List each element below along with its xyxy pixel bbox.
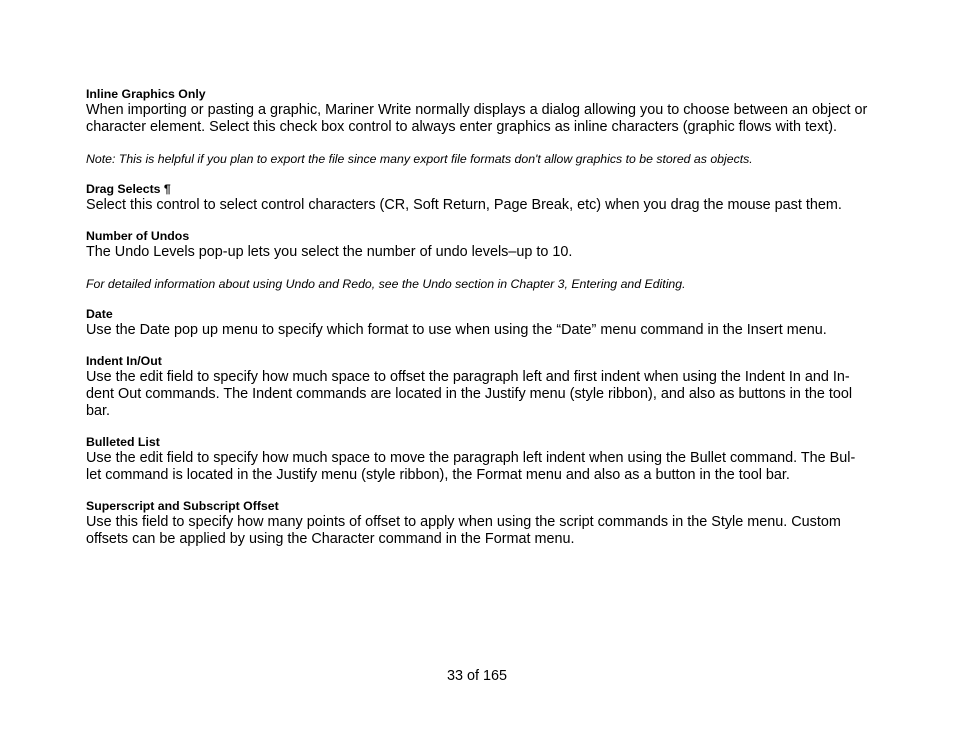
section-bulleted-list bbox=[86, 435, 868, 484]
section-body: Use the edit field to specify how much space to move the paragraph left indent when using the Bullet command. The Bul-let command is located in the Justify menu (style ribbon), the Format menu and also as a button in the tool bar. bbox=[86, 450, 856, 483]
section-number-of-undos bbox=[86, 229, 868, 292]
section-body: Use the edit field to specify how much space to offset the paragraph left and first indent when using the Indent In and In-dent Out commands. The Indent commands are located in the Justify menu (style ribbon), and also as buttons in the tool bar. bbox=[86, 369, 853, 419]
section-body: The Undo Levels pop-up lets you select the number of undo levels–up to 10. bbox=[86, 244, 573, 260]
section-note: Note: This is helpful if you plan to export the file since many export file formats don't allow graphics to be stored as objects. bbox=[86, 152, 753, 166]
section-note: For detailed information about using Undo and Redo, see the Undo section in Chapter 3, Entering and Editing. bbox=[86, 277, 686, 291]
section-heading: Indent In/Out bbox=[86, 354, 162, 368]
section-drag-selects bbox=[86, 182, 868, 214]
section-heading: Date bbox=[86, 307, 113, 321]
section-heading: Superscript and Subscript Offset bbox=[86, 499, 279, 513]
page-number: 33 of 165 bbox=[446, 668, 507, 684]
section-date bbox=[86, 307, 868, 339]
section-heading: Inline Graphics Only bbox=[86, 87, 206, 101]
section-heading: Drag Selects ¶ bbox=[86, 182, 171, 196]
section-body: Use the Date pop up menu to specify which format to use when using the “Date” menu command in the Insert menu. bbox=[86, 322, 827, 338]
section-indent-in-out bbox=[86, 354, 868, 420]
section-body: Use this field to specify how many points of offset to apply when using the script commands in the Style menu. Custom offsets can be applied by using the Character command in the Format menu. bbox=[86, 514, 841, 547]
section-heading: Bulleted List bbox=[86, 435, 160, 449]
section-inline-graphics-only bbox=[86, 87, 868, 167]
section-body: When importing or pasting a graphic, Mariner Write normally displays a dialog allowing you to choose between an object or character element. Select this check box control to always enter graphics as inline characters (graphic flows with text). bbox=[86, 102, 868, 135]
section-body: Select this control to select control characters (CR, Soft Return, Page Break, etc) when you drag the mouse past them. bbox=[86, 197, 842, 213]
section-superscript-subscript-offset bbox=[86, 499, 868, 548]
document-page bbox=[86, 87, 868, 548]
section-heading: Number of Undos bbox=[86, 229, 190, 243]
